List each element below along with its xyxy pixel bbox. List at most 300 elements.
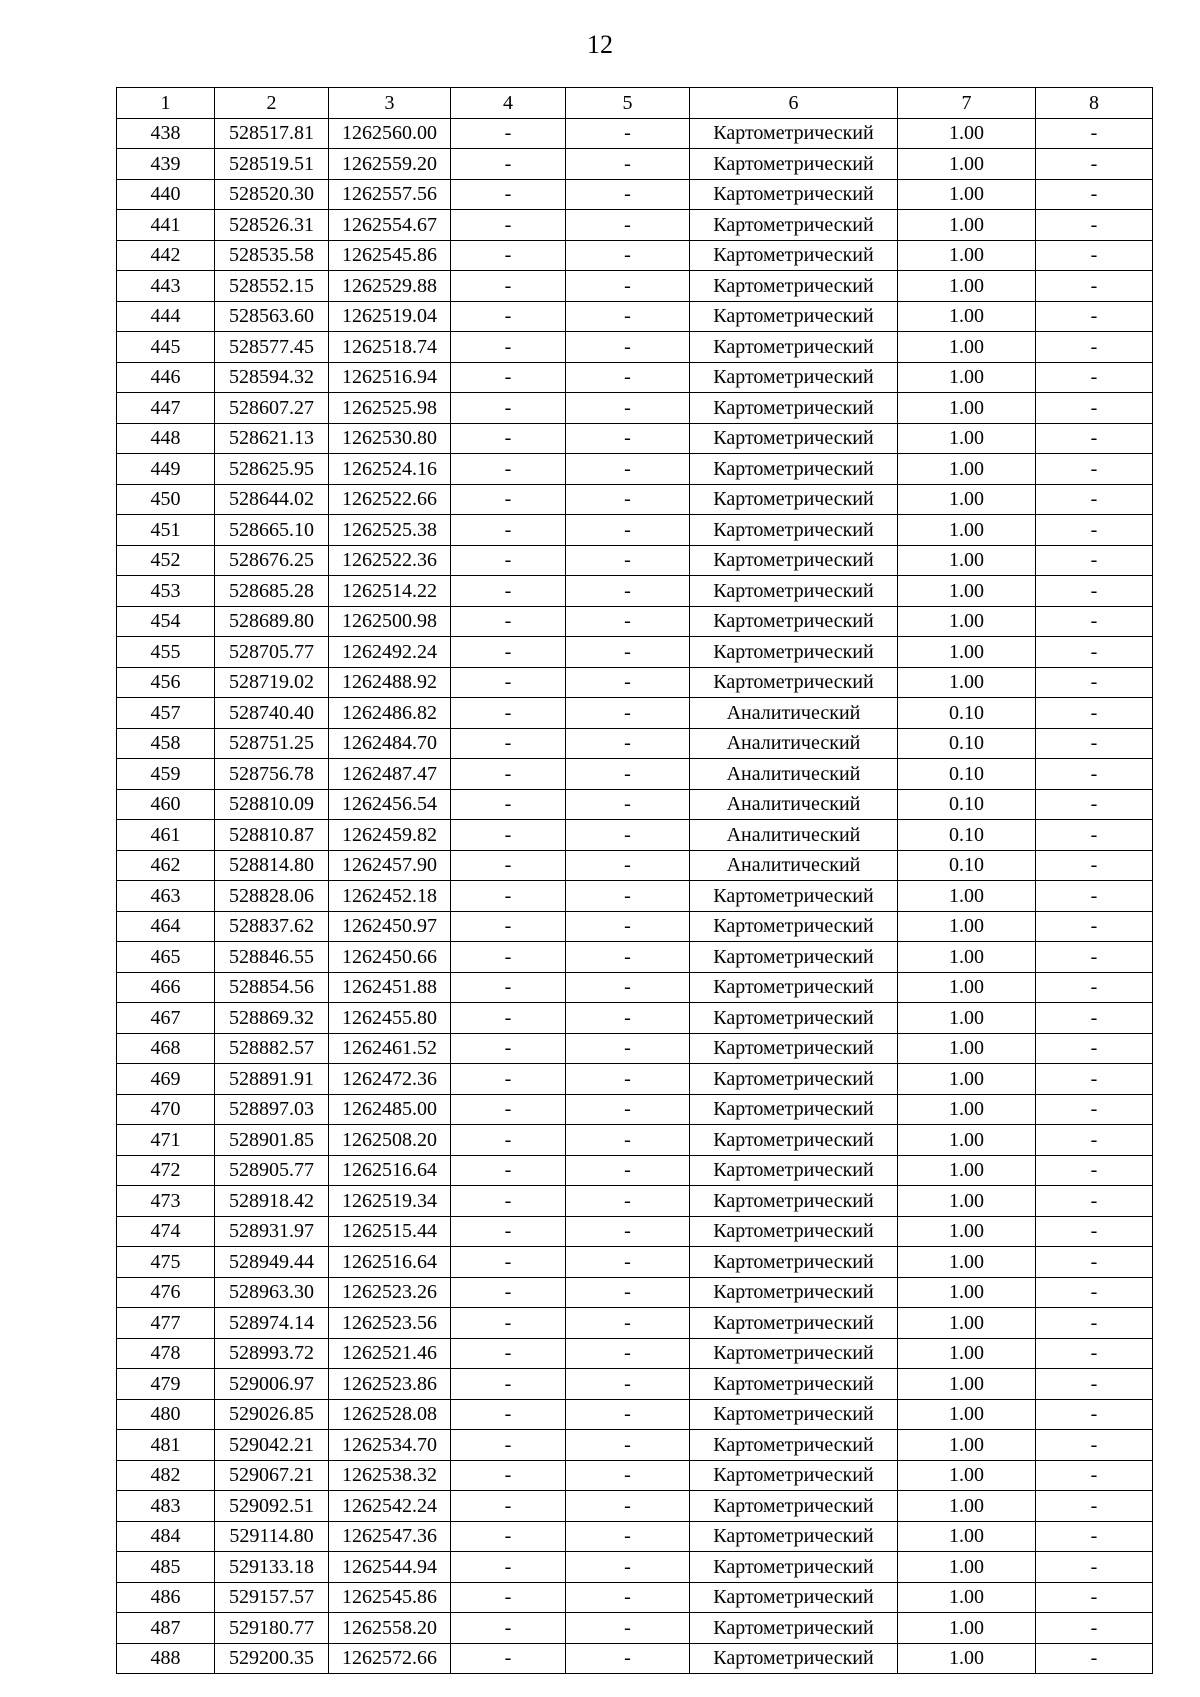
column-8-value-cell: - <box>1036 118 1153 149</box>
column-4-value-cell: - <box>451 1186 566 1217</box>
table-row <box>117 789 1153 820</box>
method-cell: Картометрический <box>690 1369 898 1400</box>
column-5-value-cell: - <box>566 118 690 149</box>
column-8-value-cell: - <box>1036 1155 1153 1186</box>
column-8-value-cell: - <box>1036 484 1153 515</box>
column-5-value-cell: - <box>566 1125 690 1156</box>
accuracy-cell: 1.00 <box>898 1613 1036 1644</box>
accuracy-cell: 1.00 <box>898 1125 1036 1156</box>
x-coordinate-cell: 528993.72 <box>215 1338 329 1369</box>
method-cell: Картометрический <box>690 149 898 180</box>
column-8-value-cell: - <box>1036 1247 1153 1278</box>
x-coordinate-cell: 528644.02 <box>215 484 329 515</box>
column-4-value-cell: - <box>451 1064 566 1095</box>
table-row <box>117 149 1153 180</box>
point-number-cell: 454 <box>117 606 215 637</box>
point-number-cell: 449 <box>117 454 215 485</box>
column-header-2: 2 <box>215 88 329 119</box>
y-coordinate-cell: 1262528.08 <box>329 1399 451 1430</box>
column-5-value-cell: - <box>566 820 690 851</box>
method-cell: Картометрический <box>690 881 898 912</box>
column-5-value-cell: - <box>566 332 690 363</box>
x-coordinate-cell: 529092.51 <box>215 1491 329 1522</box>
column-4-value-cell: - <box>451 911 566 942</box>
x-coordinate-cell: 528814.80 <box>215 850 329 881</box>
accuracy-cell: 1.00 <box>898 423 1036 454</box>
point-number-cell: 465 <box>117 942 215 973</box>
column-4-value-cell: - <box>451 637 566 668</box>
x-coordinate-cell: 528520.30 <box>215 179 329 210</box>
column-8-value-cell: - <box>1036 1521 1153 1552</box>
column-5-value-cell: - <box>566 515 690 546</box>
method-cell: Картометрический <box>690 454 898 485</box>
y-coordinate-cell: 1262500.98 <box>329 606 451 637</box>
column-4-value-cell: - <box>451 1643 566 1674</box>
column-5-value-cell: - <box>566 576 690 607</box>
accuracy-cell: 1.00 <box>898 332 1036 363</box>
column-4-value-cell: - <box>451 881 566 912</box>
x-coordinate-cell: 528719.02 <box>215 667 329 698</box>
column-5-value-cell: - <box>566 728 690 759</box>
accuracy-cell: 1.00 <box>898 576 1036 607</box>
y-coordinate-cell: 1262451.88 <box>329 972 451 1003</box>
table-row <box>117 545 1153 576</box>
x-coordinate-cell: 528621.13 <box>215 423 329 454</box>
accuracy-cell: 0.10 <box>898 759 1036 790</box>
table-row <box>117 1369 1153 1400</box>
column-5-value-cell: - <box>566 1613 690 1644</box>
accuracy-cell: 1.00 <box>898 362 1036 393</box>
column-5-value-cell: - <box>566 1003 690 1034</box>
x-coordinate-cell: 529114.80 <box>215 1521 329 1552</box>
method-cell: Картометрический <box>690 1491 898 1522</box>
point-number-cell: 445 <box>117 332 215 363</box>
accuracy-cell: 1.00 <box>898 271 1036 302</box>
method-cell: Картометрический <box>690 118 898 149</box>
column-8-value-cell: - <box>1036 881 1153 912</box>
method-cell: Картометрический <box>690 210 898 241</box>
method-cell: Картометрический <box>690 942 898 973</box>
table-row <box>117 271 1153 302</box>
column-5-value-cell: - <box>566 1430 690 1461</box>
y-coordinate-cell: 1262525.98 <box>329 393 451 424</box>
column-5-value-cell: - <box>566 1521 690 1552</box>
y-coordinate-cell: 1262557.56 <box>329 179 451 210</box>
x-coordinate-cell: 528705.77 <box>215 637 329 668</box>
y-coordinate-cell: 1262558.20 <box>329 1613 451 1644</box>
method-cell: Картометрический <box>690 423 898 454</box>
table-row <box>117 1552 1153 1583</box>
point-number-cell: 444 <box>117 301 215 332</box>
column-5-value-cell: - <box>566 210 690 241</box>
column-4-value-cell: - <box>451 1155 566 1186</box>
x-coordinate-cell: 528676.25 <box>215 545 329 576</box>
x-coordinate-cell: 528607.27 <box>215 393 329 424</box>
accuracy-cell: 1.00 <box>898 1308 1036 1339</box>
column-8-value-cell: - <box>1036 423 1153 454</box>
column-4-value-cell: - <box>451 1003 566 1034</box>
method-cell: Картометрический <box>690 1186 898 1217</box>
method-cell: Картометрический <box>690 1338 898 1369</box>
y-coordinate-cell: 1262519.34 <box>329 1186 451 1217</box>
x-coordinate-cell: 528689.80 <box>215 606 329 637</box>
column-5-value-cell: - <box>566 1582 690 1613</box>
accuracy-cell: 1.00 <box>898 972 1036 1003</box>
y-coordinate-cell: 1262523.56 <box>329 1308 451 1339</box>
accuracy-cell: 1.00 <box>898 149 1036 180</box>
table-row <box>117 911 1153 942</box>
x-coordinate-cell: 528665.10 <box>215 515 329 546</box>
column-8-value-cell: - <box>1036 1369 1153 1400</box>
table-body <box>117 118 1153 1674</box>
column-4-value-cell: - <box>451 1552 566 1583</box>
y-coordinate-cell: 1262492.24 <box>329 637 451 668</box>
x-coordinate-cell: 528882.57 <box>215 1033 329 1064</box>
x-coordinate-cell: 528897.03 <box>215 1094 329 1125</box>
column-8-value-cell: - <box>1036 545 1153 576</box>
column-4-value-cell: - <box>451 301 566 332</box>
column-8-value-cell: - <box>1036 271 1153 302</box>
x-coordinate-cell: 528577.45 <box>215 332 329 363</box>
accuracy-cell: 1.00 <box>898 1064 1036 1095</box>
y-coordinate-cell: 1262519.04 <box>329 301 451 332</box>
column-4-value-cell: - <box>451 118 566 149</box>
column-5-value-cell: - <box>566 881 690 912</box>
y-coordinate-cell: 1262559.20 <box>329 149 451 180</box>
column-8-value-cell: - <box>1036 1003 1153 1034</box>
accuracy-cell: 1.00 <box>898 637 1036 668</box>
column-4-value-cell: - <box>451 1521 566 1552</box>
y-coordinate-cell: 1262450.97 <box>329 911 451 942</box>
method-cell: Картометрический <box>690 576 898 607</box>
table-row <box>117 484 1153 515</box>
x-coordinate-cell: 528563.60 <box>215 301 329 332</box>
accuracy-cell: 1.00 <box>898 1186 1036 1217</box>
column-4-value-cell: - <box>451 1369 566 1400</box>
method-cell: Картометрический <box>690 393 898 424</box>
column-8-value-cell: - <box>1036 942 1153 973</box>
table-row <box>117 423 1153 454</box>
method-cell: Картометрический <box>690 667 898 698</box>
accuracy-cell: 1.00 <box>898 1094 1036 1125</box>
column-4-value-cell: - <box>451 698 566 729</box>
y-coordinate-cell: 1262486.82 <box>329 698 451 729</box>
table-row <box>117 1491 1153 1522</box>
point-number-cell: 451 <box>117 515 215 546</box>
method-cell: Картометрический <box>690 301 898 332</box>
accuracy-cell: 1.00 <box>898 1521 1036 1552</box>
method-cell: Аналитический <box>690 820 898 851</box>
table-row <box>117 332 1153 363</box>
x-coordinate-cell: 528905.77 <box>215 1155 329 1186</box>
accuracy-cell: 1.00 <box>898 1430 1036 1461</box>
column-8-value-cell: - <box>1036 698 1153 729</box>
method-cell: Картометрический <box>690 332 898 363</box>
y-coordinate-cell: 1262452.18 <box>329 881 451 912</box>
column-8-value-cell: - <box>1036 332 1153 363</box>
table-row <box>117 1399 1153 1430</box>
table-row <box>117 1338 1153 1369</box>
column-8-value-cell: - <box>1036 1643 1153 1674</box>
method-cell: Аналитический <box>690 759 898 790</box>
table-row <box>117 393 1153 424</box>
point-number-cell: 453 <box>117 576 215 607</box>
x-coordinate-cell: 528931.97 <box>215 1216 329 1247</box>
column-4-value-cell: - <box>451 454 566 485</box>
method-cell: Картометрический <box>690 362 898 393</box>
column-5-value-cell: - <box>566 1552 690 1583</box>
column-8-value-cell: - <box>1036 789 1153 820</box>
method-cell: Картометрический <box>690 1582 898 1613</box>
x-coordinate-cell: 528685.28 <box>215 576 329 607</box>
point-number-cell: 483 <box>117 1491 215 1522</box>
column-4-value-cell: - <box>451 789 566 820</box>
table-row <box>117 1064 1153 1095</box>
column-5-value-cell: - <box>566 454 690 485</box>
point-number-cell: 481 <box>117 1430 215 1461</box>
y-coordinate-cell: 1262457.90 <box>329 850 451 881</box>
column-5-value-cell: - <box>566 637 690 668</box>
point-number-cell: 480 <box>117 1399 215 1430</box>
point-number-cell: 486 <box>117 1582 215 1613</box>
y-coordinate-cell: 1262455.80 <box>329 1003 451 1034</box>
accuracy-cell: 1.00 <box>898 118 1036 149</box>
accuracy-cell: 1.00 <box>898 484 1036 515</box>
column-8-value-cell: - <box>1036 210 1153 241</box>
accuracy-cell: 1.00 <box>898 1552 1036 1583</box>
column-5-value-cell: - <box>566 1064 690 1095</box>
x-coordinate-cell: 529067.21 <box>215 1460 329 1491</box>
x-coordinate-cell: 528810.09 <box>215 789 329 820</box>
point-number-cell: 475 <box>117 1247 215 1278</box>
header-row <box>117 88 1153 119</box>
column-4-value-cell: - <box>451 423 566 454</box>
accuracy-cell: 1.00 <box>898 667 1036 698</box>
y-coordinate-cell: 1262461.52 <box>329 1033 451 1064</box>
table-row <box>117 850 1153 881</box>
column-5-value-cell: - <box>566 484 690 515</box>
x-coordinate-cell: 528625.95 <box>215 454 329 485</box>
column-5-value-cell: - <box>566 1247 690 1278</box>
method-cell: Аналитический <box>690 728 898 759</box>
column-4-value-cell: - <box>451 1033 566 1064</box>
column-4-value-cell: - <box>451 1125 566 1156</box>
column-8-value-cell: - <box>1036 1186 1153 1217</box>
column-5-value-cell: - <box>566 271 690 302</box>
y-coordinate-cell: 1262515.44 <box>329 1216 451 1247</box>
column-5-value-cell: - <box>566 850 690 881</box>
column-8-value-cell: - <box>1036 1308 1153 1339</box>
column-5-value-cell: - <box>566 606 690 637</box>
table-row <box>117 454 1153 485</box>
point-number-cell: 452 <box>117 545 215 576</box>
column-4-value-cell: - <box>451 1491 566 1522</box>
column-4-value-cell: - <box>451 545 566 576</box>
accuracy-cell: 1.00 <box>898 1216 1036 1247</box>
column-8-value-cell: - <box>1036 759 1153 790</box>
method-cell: Аналитический <box>690 789 898 820</box>
point-number-cell: 469 <box>117 1064 215 1095</box>
y-coordinate-cell: 1262508.20 <box>329 1125 451 1156</box>
accuracy-cell: 1.00 <box>898 240 1036 271</box>
column-4-value-cell: - <box>451 1613 566 1644</box>
x-coordinate-cell: 528751.25 <box>215 728 329 759</box>
accuracy-cell: 1.00 <box>898 545 1036 576</box>
accuracy-cell: 1.00 <box>898 1247 1036 1278</box>
method-cell: Картометрический <box>690 1155 898 1186</box>
column-4-value-cell: - <box>451 820 566 851</box>
table-row <box>117 606 1153 637</box>
accuracy-cell: 1.00 <box>898 942 1036 973</box>
point-number-cell: 461 <box>117 820 215 851</box>
table-row <box>117 1521 1153 1552</box>
accuracy-cell: 1.00 <box>898 393 1036 424</box>
accuracy-cell: 1.00 <box>898 454 1036 485</box>
table-row <box>117 240 1153 271</box>
y-coordinate-cell: 1262524.16 <box>329 454 451 485</box>
point-number-cell: 460 <box>117 789 215 820</box>
method-cell: Картометрический <box>690 1094 898 1125</box>
y-coordinate-cell: 1262572.66 <box>329 1643 451 1674</box>
column-5-value-cell: - <box>566 1033 690 1064</box>
point-number-cell: 443 <box>117 271 215 302</box>
table-row <box>117 118 1153 149</box>
point-number-cell: 464 <box>117 911 215 942</box>
point-number-cell: 484 <box>117 1521 215 1552</box>
x-coordinate-cell: 529026.85 <box>215 1399 329 1430</box>
column-5-value-cell: - <box>566 667 690 698</box>
point-number-cell: 488 <box>117 1643 215 1674</box>
column-8-value-cell: - <box>1036 1430 1153 1461</box>
column-8-value-cell: - <box>1036 1460 1153 1491</box>
point-number-cell: 473 <box>117 1186 215 1217</box>
method-cell: Картометрический <box>690 271 898 302</box>
column-8-value-cell: - <box>1036 179 1153 210</box>
accuracy-cell: 1.00 <box>898 606 1036 637</box>
column-8-value-cell: - <box>1036 850 1153 881</box>
method-cell: Аналитический <box>690 850 898 881</box>
method-cell: Картометрический <box>690 1308 898 1339</box>
y-coordinate-cell: 1262472.36 <box>329 1064 451 1095</box>
column-4-value-cell: - <box>451 393 566 424</box>
point-number-cell: 442 <box>117 240 215 271</box>
column-5-value-cell: - <box>566 240 690 271</box>
column-8-value-cell: - <box>1036 911 1153 942</box>
method-cell: Картометрический <box>690 1399 898 1430</box>
column-8-value-cell: - <box>1036 1125 1153 1156</box>
accuracy-cell: 1.00 <box>898 1491 1036 1522</box>
column-4-value-cell: - <box>451 271 566 302</box>
coordinates-table <box>116 87 1153 1674</box>
y-coordinate-cell: 1262525.38 <box>329 515 451 546</box>
point-number-cell: 482 <box>117 1460 215 1491</box>
accuracy-cell: 1.00 <box>898 1277 1036 1308</box>
y-coordinate-cell: 1262529.88 <box>329 271 451 302</box>
y-coordinate-cell: 1262456.54 <box>329 789 451 820</box>
column-5-value-cell: - <box>566 789 690 820</box>
table-row <box>117 576 1153 607</box>
method-cell: Картометрический <box>690 515 898 546</box>
column-8-value-cell: - <box>1036 1216 1153 1247</box>
column-4-value-cell: - <box>451 179 566 210</box>
column-4-value-cell: - <box>451 484 566 515</box>
y-coordinate-cell: 1262487.47 <box>329 759 451 790</box>
column-4-value-cell: - <box>451 1216 566 1247</box>
column-8-value-cell: - <box>1036 1552 1153 1583</box>
x-coordinate-cell: 529042.21 <box>215 1430 329 1461</box>
column-5-value-cell: - <box>566 1308 690 1339</box>
table-row <box>117 515 1153 546</box>
column-5-value-cell: - <box>566 1643 690 1674</box>
method-cell: Картометрический <box>690 1064 898 1095</box>
column-4-value-cell: - <box>451 942 566 973</box>
column-4-value-cell: - <box>451 240 566 271</box>
column-5-value-cell: - <box>566 972 690 1003</box>
column-5-value-cell: - <box>566 942 690 973</box>
column-8-value-cell: - <box>1036 972 1153 1003</box>
y-coordinate-cell: 1262542.24 <box>329 1491 451 1522</box>
y-coordinate-cell: 1262554.67 <box>329 210 451 241</box>
column-5-value-cell: - <box>566 1277 690 1308</box>
y-coordinate-cell: 1262545.86 <box>329 1582 451 1613</box>
y-coordinate-cell: 1262534.70 <box>329 1430 451 1461</box>
accuracy-cell: 0.10 <box>898 789 1036 820</box>
accuracy-cell: 1.00 <box>898 515 1036 546</box>
column-8-value-cell: - <box>1036 606 1153 637</box>
x-coordinate-cell: 528740.40 <box>215 698 329 729</box>
x-coordinate-cell: 528552.15 <box>215 271 329 302</box>
page-number: 12 <box>587 30 613 59</box>
column-4-value-cell: - <box>451 362 566 393</box>
method-cell: Картометрический <box>690 1277 898 1308</box>
table-row <box>117 1582 1153 1613</box>
column-8-value-cell: - <box>1036 1491 1153 1522</box>
column-4-value-cell: - <box>451 1308 566 1339</box>
method-cell: Картометрический <box>690 606 898 637</box>
x-coordinate-cell: 528974.14 <box>215 1308 329 1339</box>
point-number-cell: 472 <box>117 1155 215 1186</box>
column-5-value-cell: - <box>566 1155 690 1186</box>
point-number-cell: 476 <box>117 1277 215 1308</box>
table-row <box>117 1186 1153 1217</box>
y-coordinate-cell: 1262522.36 <box>329 545 451 576</box>
accuracy-cell: 1.00 <box>898 881 1036 912</box>
method-cell: Картометрический <box>690 484 898 515</box>
y-coordinate-cell: 1262530.80 <box>329 423 451 454</box>
column-5-value-cell: - <box>566 423 690 454</box>
table-row <box>117 1613 1153 1644</box>
method-cell: Картометрический <box>690 1430 898 1461</box>
column-4-value-cell: - <box>451 149 566 180</box>
column-header-5: 5 <box>566 88 690 119</box>
column-4-value-cell: - <box>451 667 566 698</box>
table-row <box>117 1125 1153 1156</box>
method-cell: Картометрический <box>690 1613 898 1644</box>
column-8-value-cell: - <box>1036 362 1153 393</box>
accuracy-cell: 1.00 <box>898 1155 1036 1186</box>
accuracy-cell: 1.00 <box>898 179 1036 210</box>
point-number-cell: 441 <box>117 210 215 241</box>
accuracy-cell: 1.00 <box>898 911 1036 942</box>
column-4-value-cell: - <box>451 515 566 546</box>
x-coordinate-cell: 528526.31 <box>215 210 329 241</box>
column-4-value-cell: - <box>451 1247 566 1278</box>
column-8-value-cell: - <box>1036 240 1153 271</box>
y-coordinate-cell: 1262545.86 <box>329 240 451 271</box>
table-row <box>117 942 1153 973</box>
point-number-cell: 458 <box>117 728 215 759</box>
table-row <box>117 1643 1153 1674</box>
